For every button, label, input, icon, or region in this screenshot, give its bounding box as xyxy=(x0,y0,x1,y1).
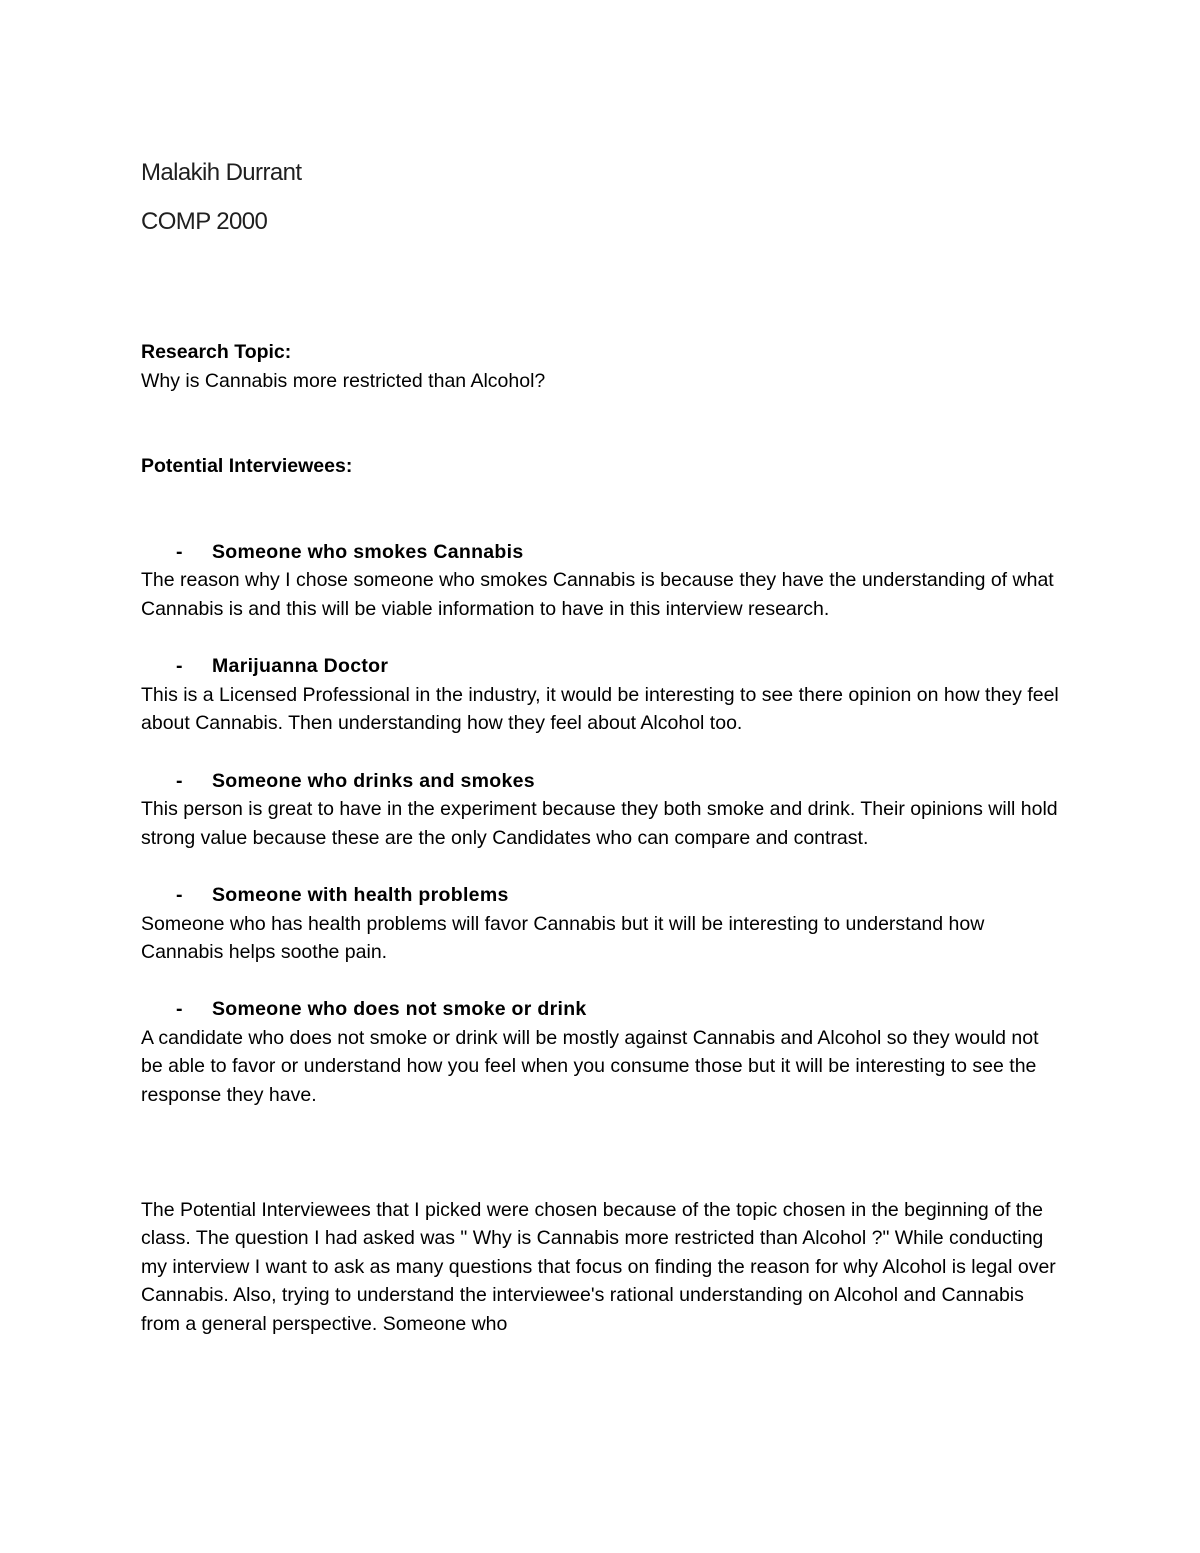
interviewee-item xyxy=(141,995,1061,1109)
interviewee-description: This person is great to have in the experiment because they both smoke and drink. Their opinions will hold strong value because these are the only Candidates who can compare and contrast. xyxy=(141,798,1058,849)
document-body xyxy=(141,338,1061,1339)
interviewee-item xyxy=(141,767,1061,853)
interviewee-title: Someone with health problems xyxy=(212,883,509,906)
interviewee-description: The reason why I chose someone who smokes Cannabis is because they have the understanding of what Cannabis is and this will be viable information to have in this interview research. xyxy=(141,569,1054,620)
interviewee-description: A candidate who does not smoke or drink will be mostly against Cannabis and Alcohol so they would not be able to favor or understand how you feel when you consume those but it will be interesting to see the response they have. xyxy=(141,1026,1039,1107)
interviewee-list xyxy=(141,538,1061,1110)
interviewee-item xyxy=(141,652,1061,738)
interviewee-title: Marijuanna Doctor xyxy=(212,655,389,678)
research-topic-label: Research Topic: xyxy=(141,341,292,363)
interviewee-description: Someone who has health problems will favor Cannabis but it will be interesting to understand how Cannabis helps soothe pain. xyxy=(141,912,985,964)
bullet-dash: - xyxy=(176,883,183,906)
interviewee-title: Someone who smokes Cannabis xyxy=(212,540,524,563)
bullet-dash: - xyxy=(176,769,183,792)
course-code: COMP 2000 xyxy=(141,208,268,235)
interviewee-item xyxy=(141,881,1061,967)
author-name: Malakih Durrant xyxy=(141,159,302,186)
bullet-dash: - xyxy=(176,998,183,1021)
research-topic-question: Why is Cannabis more restricted than Alcohol? xyxy=(141,369,546,392)
interviewee-title: Someone who does not smoke or drink xyxy=(212,998,587,1021)
bullet-dash: - xyxy=(176,655,183,678)
bullet-dash: - xyxy=(176,540,183,563)
interviewees-label: Potential Interviewees: xyxy=(141,455,353,478)
interviewee-title: Someone who drinks and smokes xyxy=(212,769,535,792)
closing-paragraph: The Potential Interviewees that I picked were chosen because of the topic chosen in the beginning of the class. The question I had asked was " Why is Cannabis more restricted than Alcohol ?" While conducting my interview I want to ask as many questions that focus on finding the reason for why Alcohol is legal over Cannabis. Also, trying to understand the interviewee's rational understanding on Alcohol and Cannabis from a general perspective. Someone who xyxy=(141,1198,1056,1336)
interviewee-item xyxy=(141,538,1061,624)
interviewee-description: This is a Licensed Professional in the industry, it would be interesting to see there opinion on how they feel about Cannabis. Then understanding how they feel about Alcohol too. xyxy=(141,683,1059,735)
